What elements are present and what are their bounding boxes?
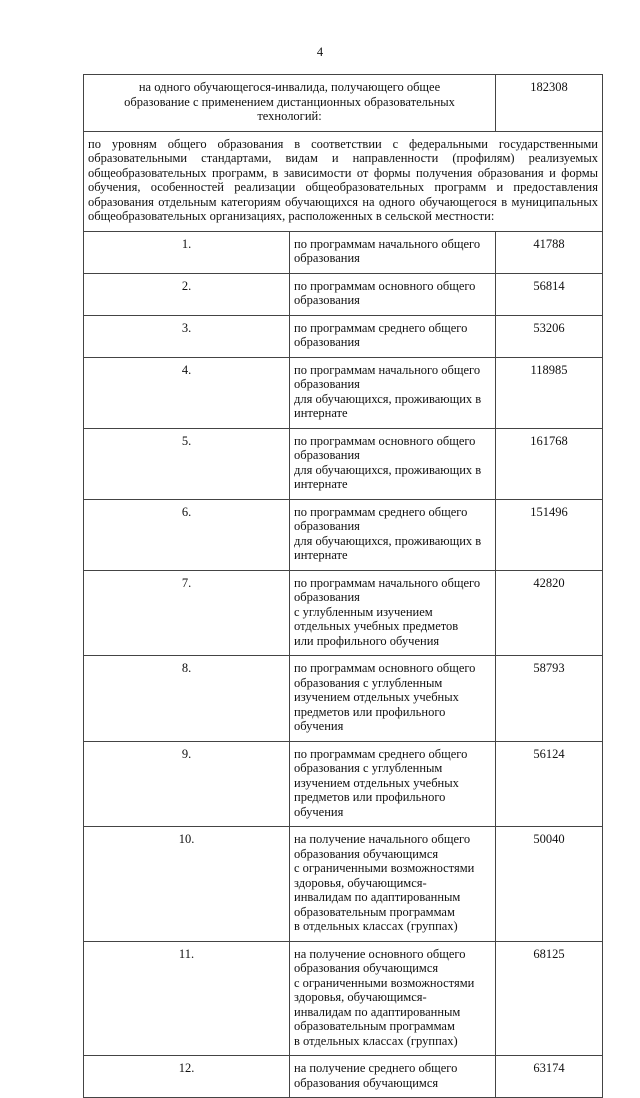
- row-value: 42820: [496, 570, 603, 656]
- table-row: [84, 499, 603, 570]
- row-number: 12.: [84, 1056, 290, 1098]
- row-value: 56124: [496, 741, 603, 827]
- row-description-line: для обучающихся, проживающих в интернате: [294, 391, 482, 420]
- header-line: образование с применением дистанционных образовательных: [124, 94, 455, 109]
- header-row-description: [84, 75, 496, 132]
- row-description-line: на получение среднего общего образования обучающимся: [294, 1061, 458, 1090]
- table-row: [84, 357, 603, 428]
- table-row: [84, 273, 603, 315]
- row-description-line: по программам среднего общего образования с углубленным: [294, 746, 468, 775]
- table-row: [84, 231, 603, 273]
- row-number: 2.: [84, 273, 290, 315]
- row-description-line: по программам основного общего образования: [294, 278, 476, 307]
- row-number: 11.: [84, 941, 290, 1056]
- row-description-line: изучением отдельных учебных предметов или профильного: [294, 775, 459, 804]
- row-description-line: по программам начального общего образования: [294, 362, 481, 391]
- row-description: [290, 231, 496, 273]
- row-description-line: для обучающихся, проживающих в интернате: [294, 462, 482, 491]
- row-number: 10.: [84, 827, 290, 942]
- table-row: [84, 315, 603, 357]
- row-value: 118985: [496, 357, 603, 428]
- row-value: 151496: [496, 499, 603, 570]
- row-description-line: по программам среднего общего образования: [294, 320, 468, 349]
- row-value: 63174: [496, 1056, 603, 1098]
- row-description-line: или профильного обучения: [294, 633, 440, 648]
- row-number: 1.: [84, 231, 290, 273]
- row-value: 53206: [496, 315, 603, 357]
- header-row-value: 182308: [496, 75, 603, 132]
- table-row: [84, 1056, 603, 1098]
- row-description: [290, 656, 496, 742]
- header-line: технологий:: [257, 109, 322, 123]
- row-description-line: по программам начального общего образования: [294, 236, 481, 265]
- row-description-line: на получение начального общего образования обучающимся: [294, 832, 471, 861]
- header-row: [84, 75, 603, 132]
- table-row: [84, 827, 603, 942]
- table-row: [84, 941, 603, 1056]
- row-description: [290, 315, 496, 357]
- row-description: [290, 499, 496, 570]
- row-number: 6.: [84, 499, 290, 570]
- row-number: 7.: [84, 570, 290, 656]
- row-description-line: с ограниченными возможностями здоровья, обучающимся-: [294, 975, 475, 1004]
- row-description: [290, 827, 496, 942]
- row-value: 58793: [496, 656, 603, 742]
- row-description: [290, 273, 496, 315]
- row-number: 4.: [84, 357, 290, 428]
- row-description-line: для обучающихся, проживающих в интернате: [294, 533, 482, 562]
- row-number: 3.: [84, 315, 290, 357]
- row-description-line: инвалидам по адаптированным образовательным программам: [294, 1004, 461, 1033]
- intro-row: [84, 131, 603, 231]
- row-description-line: по программам среднего общего образования: [294, 504, 468, 533]
- table-row: [84, 741, 603, 827]
- row-value: 56814: [496, 273, 603, 315]
- row-description: [290, 570, 496, 656]
- row-description-line: с ограниченными возможностями здоровья, обучающимся-: [294, 861, 475, 890]
- page-number: 4: [316, 45, 324, 59]
- row-description-line: в отдельных классах (группах): [294, 919, 458, 933]
- row-value: 161768: [496, 428, 603, 499]
- row-description: [290, 941, 496, 1056]
- row-number: 9.: [84, 741, 290, 827]
- row-description: [290, 357, 496, 428]
- row-description-line: инвалидам по адаптированным образовательным программам: [294, 890, 461, 919]
- funding-table: [83, 74, 603, 1098]
- row-description-line: по программам основного общего образования с углубленным: [294, 661, 476, 690]
- row-number: 8.: [84, 656, 290, 742]
- row-description-line: в отдельных классах (группах): [294, 1033, 458, 1048]
- row-value: 41788: [496, 231, 603, 273]
- row-value: 68125: [496, 941, 603, 1056]
- row-description-line: обучения: [294, 719, 344, 733]
- row-description: [290, 428, 496, 499]
- row-description-line: по программам основного общего образования: [294, 433, 476, 462]
- table-row: [84, 570, 603, 656]
- table-row: [84, 428, 603, 499]
- row-description-line: обучения: [294, 804, 344, 819]
- header-line: на одного обучающегося-инвалида, получающего общее: [138, 80, 441, 94]
- row-description-line: изучением отдельных учебных предметов или профильного: [294, 690, 459, 719]
- intro-paragraph: по уровням общего образования в соответствии с федеральными государственными образовательными стандартами, видам и направленности (профилям) реализуемых общеобразовательных программ, в зависимости от формы получения образования и формы обучения, особенностей реализации общеобразовательных программ и предоставления образования отдельным категориям обучающихся на одного обучающегося в муниципальных общеобразовательных организациях, расположенных в сельской местности:: [84, 131, 603, 231]
- row-description: [290, 741, 496, 827]
- row-description-line: с углубленным изучением отдельных учебных предметов: [294, 604, 459, 633]
- row-value: 50040: [496, 827, 603, 942]
- row-description-line: по программам начального общего образования: [294, 575, 481, 604]
- row-description: [290, 1056, 496, 1098]
- table-row: [84, 656, 603, 742]
- row-description-line: на получение основного общего образования обучающимся: [294, 946, 466, 975]
- row-number: 5.: [84, 428, 290, 499]
